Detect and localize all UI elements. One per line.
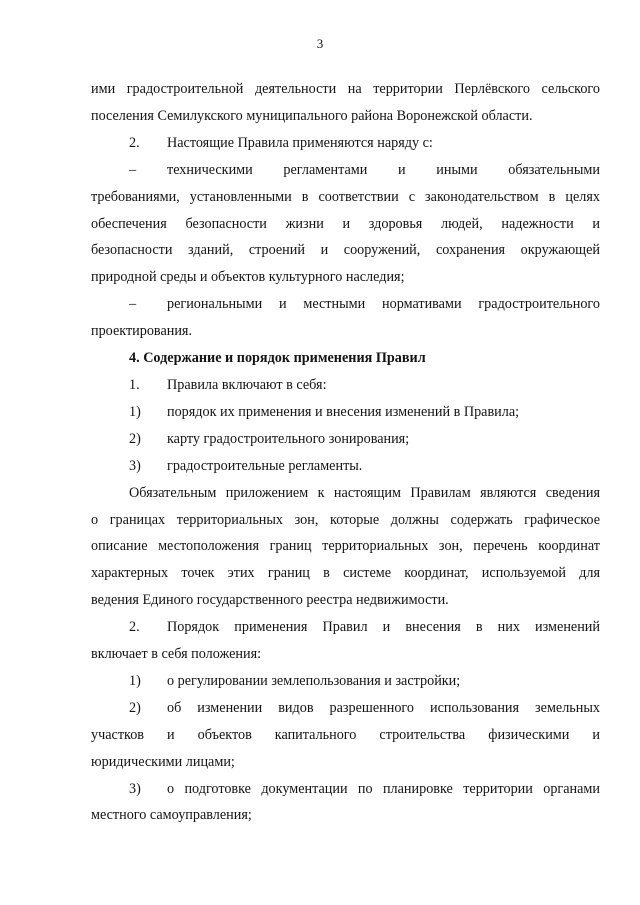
text-line: Обязательным приложением к настоящим Правилам являются сведения — [129, 484, 600, 501]
item-number: 2. — [129, 619, 140, 636]
text-line: местного самоуправления; — [91, 807, 252, 824]
item-number: 3) — [129, 780, 141, 797]
list-item — [91, 695, 600, 776]
text-line: поселения Семилукского муниципального района Воронежской области. — [91, 107, 533, 124]
text-line: требованиями, установленными в соответствии с законодательством в целях — [91, 188, 600, 205]
numbered-item — [91, 614, 600, 668]
list-item-first-line — [91, 695, 600, 722]
document-body — [91, 76, 600, 829]
text-line: о подготовке документации по планировке территории органами — [167, 780, 600, 797]
item-number: 2) — [129, 699, 141, 716]
item-number: 1. — [129, 376, 140, 393]
text-line: региональными и местными нормативами градостроительного — [167, 296, 600, 313]
text-line: обеспечения безопасности жизни и здоровья людей, надежности и — [91, 215, 600, 232]
text-line: участков и объектов капитального строительства физическими и — [91, 726, 600, 743]
text-line: безопасности зданий, строений и сооружений, сохранения окружающей — [91, 242, 600, 259]
text-line: об изменении видов разрешенного использования земельных — [167, 699, 600, 716]
numbered-item — [91, 372, 600, 399]
text-line: ими градостроительной деятельности на территории Перлёвского сельского — [91, 81, 600, 97]
text-line: техническими регламентами и иными обязательными — [167, 161, 600, 178]
item-number: 3) — [129, 457, 141, 474]
text-line: включает в себя положения: — [91, 646, 262, 663]
dash-item-first-line — [91, 157, 600, 184]
item-text: порядок их применения и внесения изменений в Правила; — [167, 403, 520, 420]
list-item — [91, 399, 600, 426]
item-number: 2. — [129, 134, 140, 151]
list-item — [91, 668, 600, 695]
text-line: юридическими лицами; — [91, 753, 235, 770]
dash-item — [91, 157, 600, 292]
list-item — [91, 426, 600, 453]
item-number: 1) — [129, 672, 141, 689]
numbered-item-first-line — [91, 614, 600, 641]
dash-marker: – — [129, 296, 137, 313]
page-number: 3 — [316, 36, 324, 51]
paragraph-appendix — [91, 480, 600, 615]
item-number: 1) — [129, 403, 141, 420]
numbered-item — [91, 130, 600, 157]
item-text: градостроительные регламенты. — [167, 457, 363, 474]
text-line: проектирования. — [91, 323, 193, 340]
text-line: Порядок применения Правил и внесения в них изменений — [167, 619, 600, 636]
list-item — [91, 453, 600, 480]
text-line: ведения Единого государственного реестра недвижимости. — [91, 592, 449, 609]
dash-marker: – — [129, 161, 137, 178]
dash-item-first-line — [91, 291, 600, 318]
dash-item — [91, 291, 600, 345]
list-item — [91, 776, 600, 830]
text-line: о границах территориальных зон, которые должны содержать графическое — [91, 511, 600, 528]
item-text: о регулировании землепользования и застройки; — [167, 672, 461, 689]
text-line: характерных точек этих границ в системе координат, используемой для — [91, 565, 600, 582]
section-heading: 4. Содержание и порядок применения Правил — [129, 350, 426, 367]
item-text: карту градостроительного зонирования; — [167, 430, 410, 447]
text-line: природной среды и объектов культурного наследия; — [91, 269, 405, 286]
paragraph-intro — [91, 76, 600, 130]
list-item-first-line — [91, 776, 600, 803]
item-text: Настоящие Правила применяются наряду с: — [167, 134, 433, 151]
item-text: Правила включают в себя: — [167, 376, 327, 393]
text-line: описание местоположения границ территориальных зон, перечень координат — [91, 538, 600, 555]
item-number: 2) — [129, 430, 141, 447]
